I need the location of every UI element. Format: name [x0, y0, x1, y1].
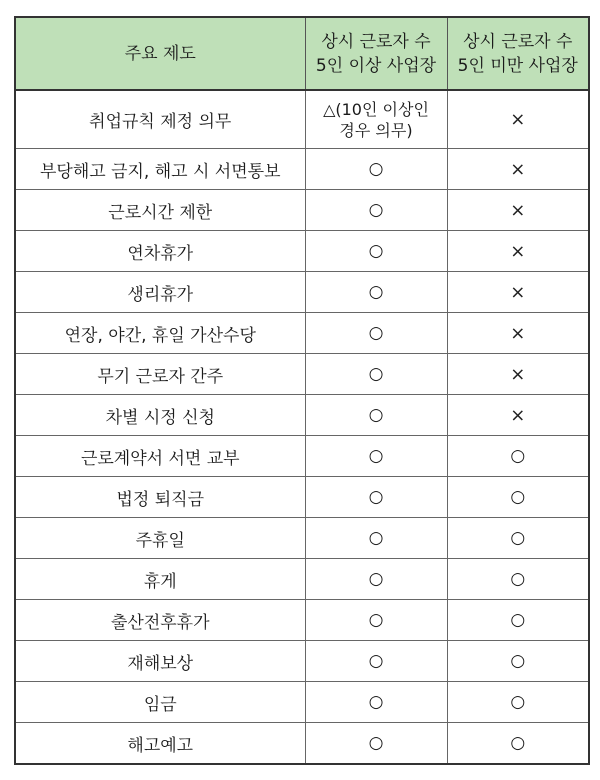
system-name-cell — [15, 90, 305, 149]
circle-icon: ○ — [368, 569, 384, 589]
system-name-cell — [15, 600, 305, 641]
under-five-cell — [447, 559, 589, 600]
five-plus-cell — [305, 231, 447, 272]
under-five-cell — [447, 231, 589, 272]
five-plus-cell — [305, 395, 447, 436]
five-plus-cell — [305, 641, 447, 682]
system-name-cell — [15, 149, 305, 190]
cross-icon: × — [510, 281, 526, 303]
under-five-cell — [447, 641, 589, 682]
system-name: 주휴일 — [135, 530, 185, 551]
table-row — [15, 149, 589, 190]
under-five-cell — [447, 395, 589, 436]
cross-icon: × — [510, 404, 526, 426]
cross-icon: × — [510, 322, 526, 344]
table-row — [15, 231, 589, 272]
system-name-cell — [15, 436, 305, 477]
system-name: 법정 퇴직금 — [116, 489, 204, 510]
under-five-cell — [447, 477, 589, 518]
circle-icon: ○ — [368, 405, 384, 425]
under-five-cell — [447, 149, 589, 190]
circle-icon: ○ — [510, 692, 526, 712]
system-name-cell — [15, 559, 305, 600]
five-plus-cell — [305, 149, 447, 190]
table-header — [15, 17, 589, 90]
circle-icon: ○ — [510, 446, 526, 466]
under-five-cell — [447, 272, 589, 313]
table-row — [15, 272, 589, 313]
system-name: 취업규칙 제정 의무 — [89, 112, 232, 132]
circle-icon: ○ — [510, 610, 526, 630]
system-name: 연차휴가 — [127, 243, 194, 264]
system-name: 근로계약서 서면 교부 — [80, 448, 240, 469]
system-name: 부당해고 금지, 해고 시 서면통보 — [39, 161, 281, 182]
table-row — [15, 190, 589, 231]
circle-icon: ○ — [368, 528, 384, 548]
table-row — [15, 559, 589, 600]
cross-icon: × — [510, 240, 526, 262]
cross-icon: × — [510, 158, 526, 180]
five-plus-cell — [305, 354, 447, 395]
system-name-cell — [15, 272, 305, 313]
system-name-cell — [15, 641, 305, 682]
under-five-cell — [447, 600, 589, 641]
table-body — [15, 90, 589, 764]
table-row — [15, 436, 589, 477]
header-five-plus-line1: 상시 근로자 수 — [321, 31, 431, 52]
header-under-five-line2: 5인 미만 사업장 — [457, 55, 578, 76]
five-plus-cell — [305, 518, 447, 559]
five-plus-note-line2: 경우 의무) — [339, 120, 413, 140]
circle-icon: ○ — [510, 569, 526, 589]
table-row — [15, 723, 589, 765]
table-row — [15, 641, 589, 682]
table-row — [15, 600, 589, 641]
circle-icon: ○ — [510, 487, 526, 507]
five-plus-cell — [305, 190, 447, 231]
system-name-cell — [15, 231, 305, 272]
header-system — [15, 17, 305, 90]
circle-icon: ○ — [368, 610, 384, 630]
system-name: 생리휴가 — [127, 284, 194, 305]
under-five-cell — [447, 354, 589, 395]
under-five-cell — [447, 723, 589, 765]
system-name: 무기 근로자 간주 — [97, 366, 224, 387]
under-five-cell — [447, 436, 589, 477]
header-five-plus-line2: 5인 이상 사업장 — [315, 55, 437, 76]
circle-icon: ○ — [510, 651, 526, 671]
labor-law-comparison-table — [14, 16, 590, 765]
circle-icon: ○ — [368, 364, 384, 384]
circle-icon: ○ — [368, 323, 384, 343]
header-system-label: 주요 제도 — [124, 43, 196, 64]
circle-icon: ○ — [368, 733, 384, 753]
five-plus-cell — [305, 682, 447, 723]
circle-icon: ○ — [368, 241, 384, 261]
system-name: 임금 — [143, 694, 177, 715]
system-name-cell — [15, 395, 305, 436]
table-row — [15, 518, 589, 559]
header-under-five — [447, 17, 589, 90]
labor-law-table-container — [14, 16, 588, 765]
under-five-cell — [447, 518, 589, 559]
system-name-cell — [15, 477, 305, 518]
five-plus-cell — [305, 272, 447, 313]
system-name: 차별 시정 신청 — [105, 407, 215, 428]
five-plus-note-line1: △(10인 이상인 — [323, 99, 429, 119]
under-five-cell — [447, 90, 589, 149]
five-plus-cell — [305, 436, 447, 477]
table-row — [15, 682, 589, 723]
table-row — [15, 477, 589, 518]
circle-icon: ○ — [368, 282, 384, 302]
system-name-cell — [15, 313, 305, 354]
system-name-cell — [15, 682, 305, 723]
header-five-plus — [305, 17, 447, 90]
five-plus-cell — [305, 600, 447, 641]
five-plus-cell — [305, 477, 447, 518]
cross-icon: × — [510, 109, 526, 130]
under-five-cell — [447, 682, 589, 723]
system-name-cell — [15, 723, 305, 765]
table-row — [15, 313, 589, 354]
circle-icon: ○ — [368, 651, 384, 671]
circle-icon: ○ — [368, 487, 384, 507]
system-name: 해고예고 — [127, 735, 194, 756]
circle-icon: ○ — [510, 733, 526, 753]
five-plus-cell — [305, 559, 447, 600]
cross-icon: × — [510, 363, 526, 385]
system-name: 출산전후휴가 — [110, 612, 210, 633]
system-name-cell — [15, 518, 305, 559]
circle-icon: ○ — [368, 200, 384, 220]
system-name: 연장, 야간, 휴일 가산수당 — [64, 325, 256, 346]
table-row — [15, 354, 589, 395]
circle-icon: ○ — [368, 446, 384, 466]
system-name-cell — [15, 190, 305, 231]
under-five-cell — [447, 190, 589, 231]
system-name: 휴게 — [143, 571, 177, 592]
five-plus-cell — [305, 90, 447, 149]
table-row — [15, 90, 589, 149]
circle-icon: ○ — [368, 159, 384, 179]
circle-icon: ○ — [368, 692, 384, 712]
under-five-cell — [447, 313, 589, 354]
header-row — [15, 17, 589, 90]
five-plus-cell — [305, 313, 447, 354]
cross-icon: × — [510, 199, 526, 221]
circle-icon: ○ — [510, 528, 526, 548]
system-name: 재해보상 — [127, 653, 194, 674]
table-row — [15, 395, 589, 436]
system-name: 근로시간 제한 — [108, 202, 213, 223]
header-under-five-line1: 상시 근로자 수 — [463, 31, 573, 52]
system-name-cell — [15, 354, 305, 395]
five-plus-cell — [305, 723, 447, 765]
